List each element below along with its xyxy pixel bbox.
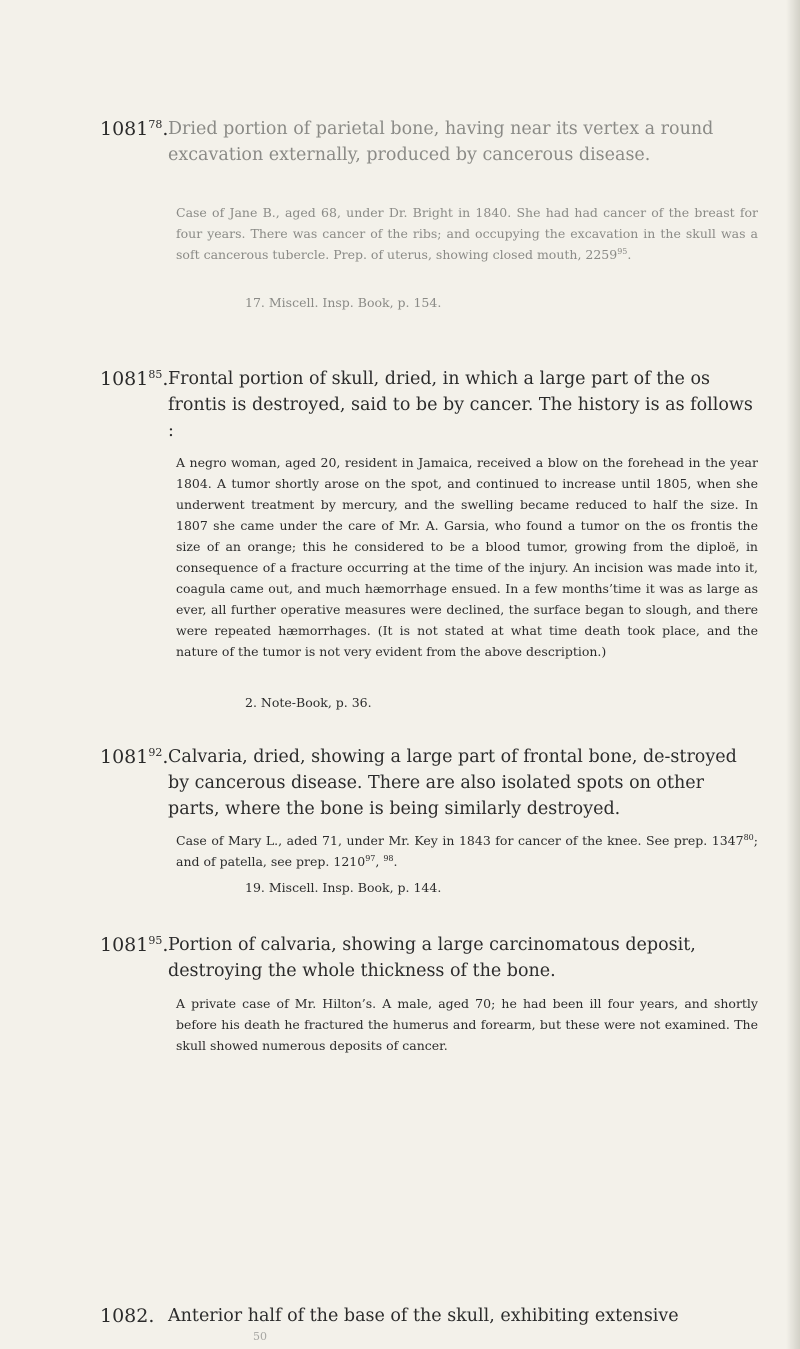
entry-heading: Portion of calvaria, showing a large carcinomatous deposit, destroying the whole thickness of the bone.	[168, 935, 696, 981]
book-reference: 17. Miscell. Insp. Book, p. 154.	[245, 295, 442, 310]
case-note: A negro woman, aged 20, resident in Jamaica, received a blow on the forehead in the year 1804. A tumor shortly arose on the spot, and continued to increase until 1805, when she underwent treatment by mercury, and the swelling became reduced to half the size. In 1807 she came under the care of Mr. A. Garsia, who found a tumor on the os frontis the size of an orange; this he considered to be a blood tumor, growing from the diploë, in consequence of a fracture occurring at the time of the injury. An incision was made into it, coagula came out, and much hæmorrhage ensued. In a few months’time it was as large as ever, all further operative measures were declined, the surface began to slough, and there were repeated hæmorrhages. (It is not stated at what time death took place, and the nature of the tumor is not very evident from the above description.)	[176, 455, 758, 659]
entry-heading: Anterior half of the base of the skull, exhibiting extensive	[168, 1306, 679, 1326]
page-gutter-shadow	[786, 0, 800, 1349]
case-note: Case of Mary L., aded 71, under Mr. Key in 1843 for cancer of the knee. See prep. 1347$^{80}$; and of patella, see prep. 1210$^{97}$, $^{98}$.	[176, 833, 758, 869]
case-note: A private case of Mr. Hilton’s. A male, aged 70; he had been ill four years, and shortly before his death he fractured the humerus and forearm, but these were not examined. The skull showed numerous deposits of cancer.	[176, 996, 758, 1053]
case-note: Case of Jane B., aged 68, under Dr. Bright in 1840. She had had cancer of the breast for four years. There was cancer of the ribs; and occupying the excavation in the skull was a soft cancerous tubercle. Prep. of uterus, showing closed mouth, 2259$^{95}$.	[176, 205, 758, 262]
entry-heading: Dried portion of parietal bone, having near its vertex a round excavation externally, produced by cancerous disease.	[168, 119, 714, 165]
book-reference: 2. Note-Book, p. 36.	[245, 695, 372, 710]
entry-number: 1081$^{95}$.	[100, 934, 169, 956]
book-reference: 19. Miscell. Insp. Book, p. 144.	[245, 880, 442, 895]
entry-number: 1081$^{85}$.	[100, 368, 169, 390]
entry-heading: Calvaria, dried, showing a large part of frontal bone, de-stroyed by cancerous disease. There are also isolated spots on other parts, where the bone is being similarly destroyed.	[168, 747, 737, 819]
entry-number: 1081$^{78}$.	[100, 118, 169, 140]
page-number: 50	[253, 1330, 267, 1343]
entry-heading: Frontal portion of skull, dried, in which a large part of the os frontis is destroyed, said to be by cancer. The history is as follows :	[168, 369, 753, 441]
entry-number: 1082.	[100, 1305, 155, 1327]
entry-number: 1081$^{92}$.	[100, 746, 169, 768]
